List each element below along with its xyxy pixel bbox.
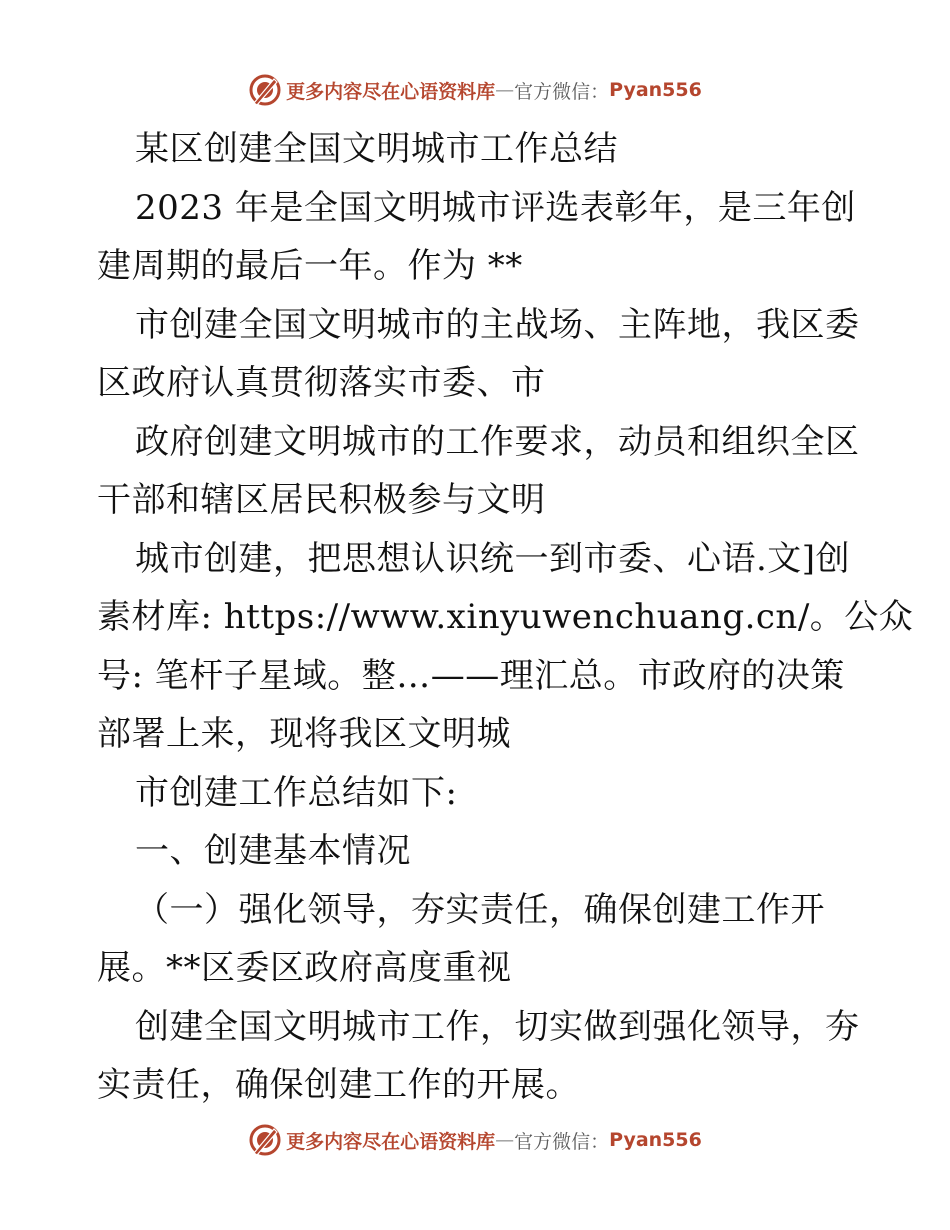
watermark-wechat-id: Pyan556 [609,79,702,101]
document-body [97,120,914,1115]
watermark-dash: — [495,79,515,101]
pen-circle-logo-icon [248,1123,282,1157]
text-line: 创建全国文明城市工作，切实做到强化领导，夯 [135,1006,860,1047]
text-line: 2023 年是全国文明城市评选表彰年，是三年创 [135,187,856,228]
document-title: 某区创建全国文明城市工作总结 [135,129,618,169]
text-line: 实责任，确保创建工作的开展。 [97,1065,580,1105]
watermark-dash: — [495,1129,515,1151]
text-line: （一）强化领导，夯实责任，确保创建工作开 [135,889,825,930]
text-line: 素材库: https://www.xinyuwenchuang.cn/。公众 [97,597,914,637]
text-line: 一、创建基本情况 [135,831,411,871]
text-line: 展。**区委区政府高度重视 [97,948,512,988]
text-line: 号: 笔杆子星域。整…——理汇总。市政府的决策 [97,655,845,696]
text-line: 城市创建，把思想认识统一到市委、心语.文]创 [135,538,851,579]
watermark-main-text: 更多内容尽在心语资料库 [286,80,496,103]
text-line: 政府创建文明城市的工作要求，动员和组织全区 [135,421,860,462]
text-line: 市创建工作总结如下: [135,772,458,813]
text-line: 建周期的最后一年。作为 ** [97,246,523,286]
footer-watermark [0,1120,950,1160]
watermark-wechat-label: 官方微信： [514,1130,610,1153]
watermark-main-text: 更多内容尽在心语资料库 [286,1130,496,1153]
header-watermark [0,70,950,110]
pen-circle-logo-icon [248,73,282,107]
watermark-wechat-id: Pyan556 [609,1129,702,1151]
text-line: 干部和辖区居民积极参与文明 [97,480,546,520]
text-line: 市创建全国文明城市的主战场、主阵地，我区委 [135,304,860,345]
text-line: 区政府认真贯彻落实市委、市 [97,363,546,403]
text-line: 部署上来，现将我区文明城 [97,714,511,754]
watermark-wechat-label: 官方微信： [514,80,610,103]
